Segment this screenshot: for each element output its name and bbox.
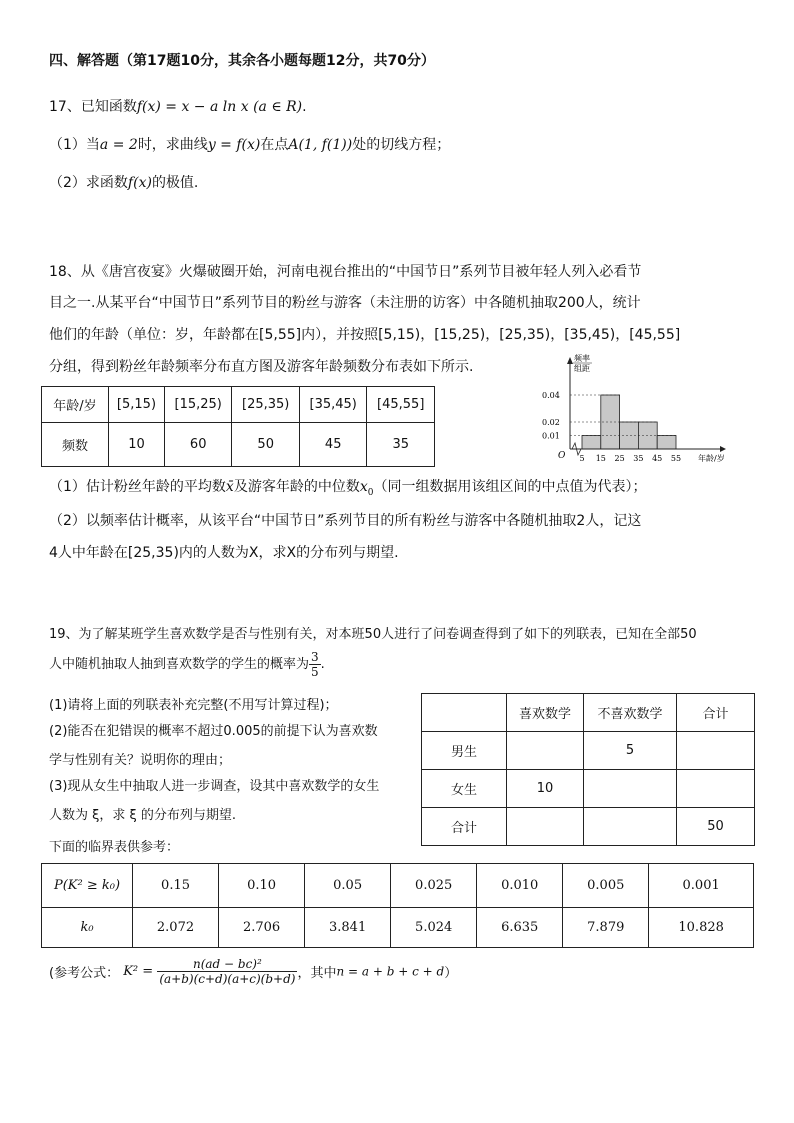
q17-part1-mid2: 在点 — [260, 137, 289, 153]
critical-k-cell: 3.841 — [305, 908, 391, 948]
critical-k-cell: 5.024 — [391, 908, 477, 948]
q17-part1-mid: 时，求曲线 — [137, 137, 208, 153]
q19-line1: 19、为了解某班学生喜欢数学是否与性别有关，对本班50人进行了问卷调查得到了如下的列联表，已知在全部50 — [49, 627, 697, 642]
contingency-cell: 50 — [677, 808, 755, 846]
x-tick-label: 15 — [595, 454, 606, 463]
formula-lhs: K² = — [123, 964, 154, 979]
x-tick-label: 45 — [652, 454, 663, 463]
x-tick-label: 5 — [579, 454, 585, 463]
critical-k-cell: 2.072 — [133, 908, 219, 948]
q18-part1-suffix: （同一组数据用该组区间的中点值为代表）； — [373, 479, 647, 495]
q17-part1 — [49, 134, 450, 154]
x-axis-arrow — [720, 446, 726, 452]
q17-part2-prefix: （2）求函数 — [49, 175, 128, 191]
contingency-header: 不喜欢数学 — [584, 694, 677, 732]
table-group-cell: [45,55] — [367, 387, 435, 423]
table-count-cell: 60 — [164, 423, 232, 467]
q19-line2-suffix: . — [320, 657, 325, 672]
q17-stem-prefix: 17、已知函数 — [49, 99, 137, 115]
histogram-bar-[45,55] — [657, 436, 676, 450]
q18-part2-line1: （2）以频率估计概率，从该平台“中国节日”系列节目的所有粉丝与游客中各随机抽取2人，记这 — [49, 513, 642, 529]
q17-part2 — [49, 172, 198, 192]
critical-p-cell: 0.025 — [391, 864, 477, 908]
critical-k-cell: 7.879 — [563, 908, 649, 948]
y-axis-arrow — [567, 357, 573, 364]
table-header-label: 年龄/岁 — [42, 387, 109, 423]
critical-value-table — [41, 863, 754, 948]
contingency-cell: 10 — [507, 770, 584, 808]
critical-p-cell: 0.001 — [649, 864, 754, 908]
table-count-cell: 10 — [109, 423, 165, 467]
formula-denominator: (a+b)(c+d)(a+c)(b+d) — [159, 972, 296, 986]
q19-sub1: (1)请将上面的列联表补充完整(不用写计算过程)； — [49, 698, 338, 713]
critical-k-cell: 6.635 — [477, 908, 563, 948]
q17-stem-suffix: . — [302, 99, 307, 115]
fraction-numerator: 3 — [311, 650, 319, 664]
q18-line4: 分组，得到粉丝年龄频率分布直方图及游客年龄频数分布表如下所示. — [49, 359, 474, 375]
q18-x0-sub: 0 — [367, 487, 374, 498]
fraction-denominator: 5 — [311, 665, 319, 679]
q17-part1-curve: y = f(x) — [207, 137, 261, 153]
x-tick-label: 55 — [670, 454, 682, 463]
q18-part1 — [49, 476, 646, 498]
contingency-cell — [677, 732, 755, 770]
contingency-cell — [677, 770, 755, 808]
q17-stem — [49, 96, 307, 116]
q17-part1-cond: a = 2 — [99, 137, 138, 153]
critical-p-cell: 0.005 — [563, 864, 649, 908]
y-tick-label: 0.02 — [542, 418, 560, 427]
contingency-table — [421, 693, 755, 846]
q18-x0: x — [359, 479, 368, 495]
q19-line2-prefix: 人中随机抽取人抽到喜欢数学的学生的概率为 — [49, 657, 310, 672]
table-group-cell: [5,15) — [109, 387, 165, 423]
q18-line2: 目之一.从某平台“中国节日”系列节目的粉丝与游客（未注册的访客）中各随机抽取200人，统计 — [49, 295, 641, 311]
q18-line3: 他们的年龄（单位：岁，年龄都在[5,55]内），并按照[5,15)，[15,25)，[25,35)，[35,45)，[45,55] — [49, 327, 681, 343]
q19-line2 — [49, 650, 325, 679]
contingency-header-blank — [422, 694, 507, 732]
q19-sub2-line1: (2)能否在犯错误的概率不超过0.005的前提下认为喜欢数 — [49, 724, 378, 739]
critical-k-cell: 10.828 — [649, 908, 754, 948]
formula-numerator: n(ad − bc)² — [157, 957, 297, 972]
q17-part1-suffix: 处的切线方程； — [352, 137, 451, 153]
table-count-cell: 45 — [299, 423, 367, 467]
formula-fraction — [157, 957, 297, 986]
probability-fraction — [309, 650, 321, 679]
contingency-cell — [507, 732, 584, 770]
contingency-row-label: 女生 — [422, 770, 507, 808]
y-tick-label: 0.04 — [542, 391, 560, 400]
formula-mid: ，其中 — [297, 966, 337, 981]
table-group-cell: [15,25) — [164, 387, 232, 423]
q17-part1-point: A(1, f(1)) — [288, 137, 353, 153]
q19-sub3-line2: 人数为 ξ，求 ξ 的分布列与期望. — [49, 808, 237, 823]
contingency-header: 喜欢数学 — [507, 694, 584, 732]
contingency-row-label: 男生 — [422, 732, 507, 770]
q19-sub3-line1: (3)现从女生中抽取人进一步调查，设其中喜欢数学的女生 — [49, 779, 380, 794]
origin-label: O — [558, 451, 566, 461]
y-tick-label: 0.01 — [542, 431, 560, 441]
q18-part2-line2: 4人中年龄在[25,35)内的人数为X，求X的分布列与期望. — [49, 545, 399, 561]
q19-sub2-line2: 学与性别有关？说明你的理由； — [49, 753, 232, 768]
fan-age-histogram — [540, 352, 740, 468]
critical-p-cell: 0.010 — [477, 864, 563, 908]
q18-part1-mid: 及游客年龄的中位数 — [233, 479, 360, 495]
critical-k-cell: 2.706 — [219, 908, 305, 948]
table-group-cell: [25,35) — [232, 387, 300, 423]
critical-p-cell: 0.15 — [133, 864, 219, 908]
contingency-cell: 5 — [584, 732, 677, 770]
q17-part2-func: f(x) — [127, 175, 152, 191]
y-label-denominator: 组距 — [574, 364, 590, 373]
formula-n: n = a + b + c + d — [336, 964, 445, 979]
q18-line1: 18、从《唐宫夜宴》火爆破圈开始，河南电视台推出的“中国节日”系列节目被年轻人列入必看节 — [49, 264, 642, 280]
contingency-row-label: 合计 — [422, 808, 507, 846]
contingency-cell — [507, 808, 584, 846]
q18-part1-prefix: （1）估计粉丝年龄的平均数 — [49, 479, 226, 495]
x-tick-label: 35 — [633, 454, 644, 463]
q18-xbar: x̄ — [225, 479, 234, 495]
x-tick-label: 25 — [614, 454, 625, 463]
critical-p-cell: 0.10 — [219, 864, 305, 908]
table-group-cell: [35,45) — [299, 387, 367, 423]
reference-formula — [49, 957, 457, 986]
critical-row1-label: P(K² ≥ k₀) — [42, 864, 133, 908]
critical-table-intro: 下面的临界表供参考： — [49, 840, 180, 855]
critical-p-cell: 0.05 — [305, 864, 391, 908]
q17-part1-prefix: （1）当 — [49, 137, 100, 153]
table-count-cell: 50 — [232, 423, 300, 467]
formula-suffix: ） — [444, 966, 458, 981]
critical-row2-label: k₀ — [42, 908, 133, 948]
q17-part2-suffix: 的极值. — [151, 175, 199, 191]
contingency-header: 合计 — [677, 694, 755, 732]
visitor-age-table — [41, 386, 435, 467]
table-count-label: 频数 — [42, 423, 109, 467]
formula-prefix: (参考公式： — [49, 966, 120, 981]
histogram-bar-[5,15) — [582, 436, 601, 450]
section-heading: 四、解答题（第17题10分，其余各小题每题12分，共70分） — [49, 53, 435, 69]
contingency-cell — [584, 808, 677, 846]
x-axis-label: 年龄/岁 — [698, 454, 725, 463]
y-label-numerator: 频率 — [574, 354, 590, 363]
contingency-cell — [584, 770, 677, 808]
q17-stem-formula: f(x) = x − a ln x (a ∈ R) — [136, 99, 303, 115]
table-count-cell: 35 — [367, 423, 435, 467]
